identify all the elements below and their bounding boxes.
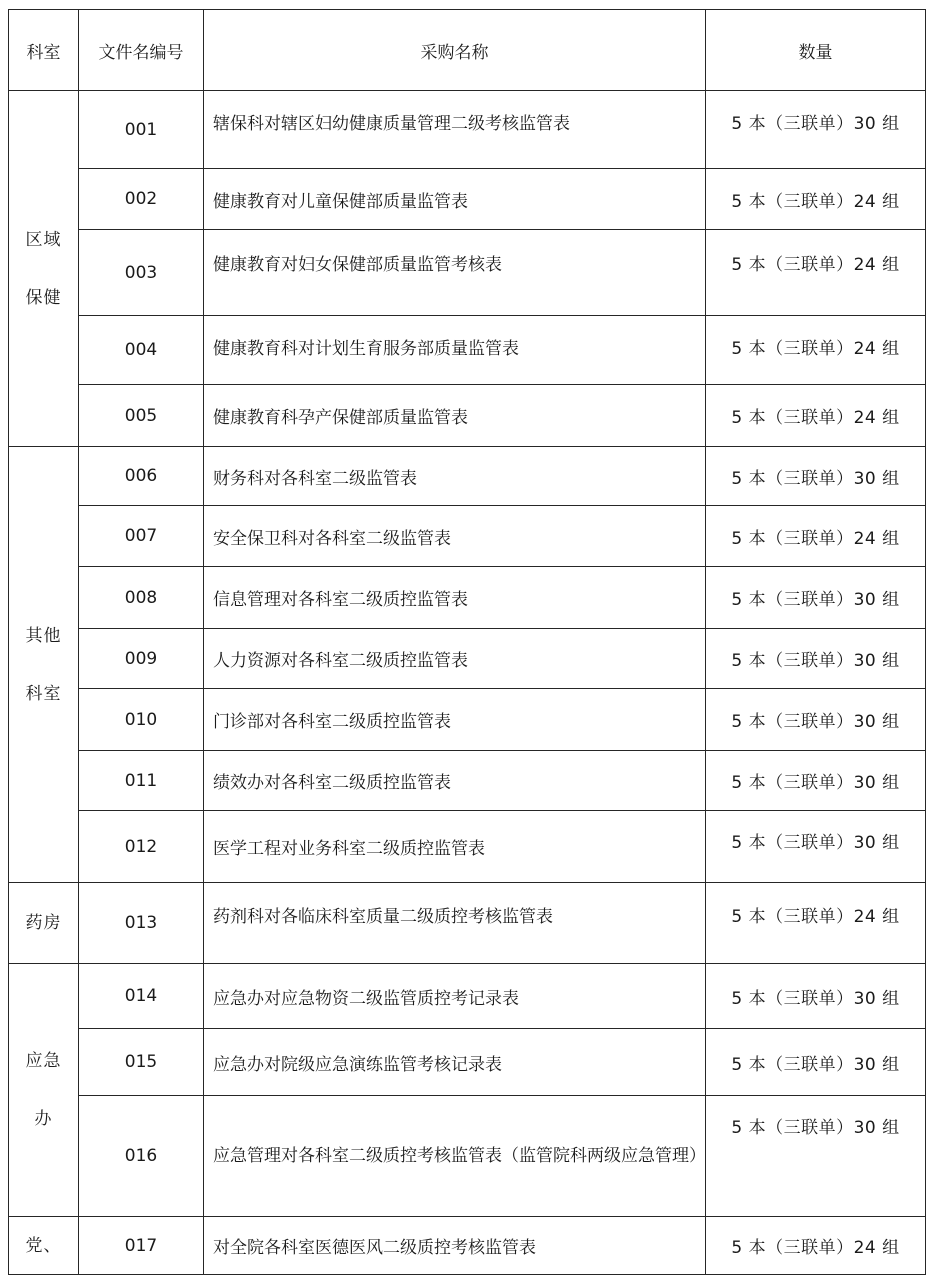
file-no-cell: 001 <box>79 91 204 169</box>
file-no-cell: 016 <box>79 1096 204 1217</box>
quantity-cell: 5 本（三联单）30 组 <box>706 751 926 811</box>
dept-label-line: 区域 <box>25 229 62 250</box>
quantity-cell: 5 本（三联单）30 组 <box>706 964 926 1029</box>
item-name-cell: 对全院各科室医德医风二级质控考核监管表 <box>204 1217 706 1275</box>
quantity-cell: 5 本（三联单）24 组 <box>706 506 926 567</box>
document-sheet <box>8 9 925 1277</box>
dept-cell-party <box>9 1217 79 1275</box>
quantity-cell: 5 本（三联单）24 组 <box>706 169 926 230</box>
table-row <box>9 964 926 1029</box>
table-row <box>9 316 926 385</box>
header-quantity: 数量 <box>706 10 926 91</box>
quantity-cell: 5 本（三联单）24 组 <box>706 230 926 316</box>
file-no-cell: 002 <box>79 169 204 230</box>
quantity-cell: 5 本（三联单）30 组 <box>706 1029 926 1096</box>
dept-cell-pharmacy <box>9 883 79 964</box>
table-row <box>9 1096 926 1217</box>
table-row <box>9 230 926 316</box>
file-no-cell: 008 <box>79 567 204 629</box>
item-name-cell: 健康教育对妇女保健部质量监管考核表 <box>204 230 706 316</box>
table-row <box>9 447 926 506</box>
item-name-cell: 信息管理对各科室二级质控监管表 <box>204 567 706 629</box>
quantity-cell: 5 本（三联单）30 组 <box>706 567 926 629</box>
file-no-cell: 003 <box>79 230 204 316</box>
item-name-cell: 应急办对应急物资二级监管质控考记录表 <box>204 964 706 1029</box>
table-row <box>9 1029 926 1096</box>
quantity-cell: 5 本（三联单）30 组 <box>706 689 926 751</box>
file-no-cell: 013 <box>79 883 204 964</box>
file-no-cell: 004 <box>79 316 204 385</box>
file-no-cell: 010 <box>79 689 204 751</box>
table-row <box>9 689 926 751</box>
file-no-cell: 011 <box>79 751 204 811</box>
item-name-cell: 医学工程对业务科室二级质控监管表 <box>204 811 706 883</box>
file-no-cell: 014 <box>79 964 204 1029</box>
quantity-cell: 5 本（三联单）30 组 <box>706 1096 926 1217</box>
header-item-name: 采购名称 <box>204 10 706 91</box>
table-row <box>9 883 926 964</box>
header-row <box>9 10 926 91</box>
item-name-cell: 门诊部对各科室二级质控监管表 <box>204 689 706 751</box>
table-row <box>9 385 926 447</box>
quantity-cell: 5 本（三联单）30 组 <box>706 629 926 689</box>
dept-label-line: 科室 <box>25 683 62 704</box>
quantity-cell: 5 本（三联单）30 组 <box>706 91 926 169</box>
table-row <box>9 811 926 883</box>
dept-label-line: 办 <box>34 1109 53 1129</box>
dept-label-line: 党、 <box>25 1235 62 1256</box>
table-row <box>9 169 926 230</box>
dept-cell-regional-health <box>9 91 79 447</box>
file-no-cell: 015 <box>79 1029 204 1096</box>
item-name-cell: 绩效办对各科室二级质控监管表 <box>204 751 706 811</box>
item-name-cell: 健康教育科对计划生育服务部质量监管表 <box>204 316 706 385</box>
table-row <box>9 567 926 629</box>
dept-label-line: 其他 <box>25 625 62 646</box>
quantity-cell: 5 本（三联单）24 组 <box>706 385 926 447</box>
quantity-cell: 5 本（三联单）24 组 <box>706 1217 926 1275</box>
header-file-no: 文件名编号 <box>79 10 204 91</box>
item-name-cell: 人力资源对各科室二级质控监管表 <box>204 629 706 689</box>
item-name-cell: 财务科对各科室二级监管表 <box>204 447 706 506</box>
file-no-cell: 005 <box>79 385 204 447</box>
dept-cell-other-departments <box>9 447 79 883</box>
header-department: 科室 <box>9 10 79 91</box>
table-row <box>9 751 926 811</box>
table-row <box>9 91 926 169</box>
dept-cell-emergency-office <box>9 964 79 1217</box>
item-name-cell: 药剂科对各临床科室质量二级质控考核监管表 <box>204 883 706 964</box>
table-row <box>9 1217 926 1275</box>
quantity-cell: 5 本（三联单）30 组 <box>706 811 926 883</box>
item-name-cell: 辖保科对辖区妇幼健康质量管理二级考核监管表 <box>204 91 706 169</box>
table-row <box>9 629 926 689</box>
item-name-cell: 健康教育科孕产保健部质量监管表 <box>204 385 706 447</box>
item-name-cell: 应急管理对各科室二级质控考核监管表（监管院科两级应急管理） <box>204 1096 706 1217</box>
dept-label-line: 保健 <box>25 287 62 308</box>
dept-label-line: 应急 <box>25 1051 62 1071</box>
item-name-cell: 健康教育对儿童保健部质量监管表 <box>204 169 706 230</box>
file-no-cell: 007 <box>79 506 204 567</box>
item-name-cell: 安全保卫科对各科室二级监管表 <box>204 506 706 567</box>
file-no-cell: 017 <box>79 1217 204 1275</box>
file-no-cell: 006 <box>79 447 204 506</box>
table-row <box>9 506 926 567</box>
quantity-cell: 5 本（三联单）24 组 <box>706 883 926 964</box>
file-no-cell: 012 <box>79 811 204 883</box>
quantity-cell: 5 本（三联单）24 组 <box>706 316 926 385</box>
dept-label-line: 药房 <box>25 913 62 933</box>
quantity-cell: 5 本（三联单）30 组 <box>706 447 926 506</box>
file-no-cell: 009 <box>79 629 204 689</box>
item-name-cell: 应急办对院级应急演练监管考核记录表 <box>204 1029 706 1096</box>
procurement-table <box>8 9 926 1275</box>
